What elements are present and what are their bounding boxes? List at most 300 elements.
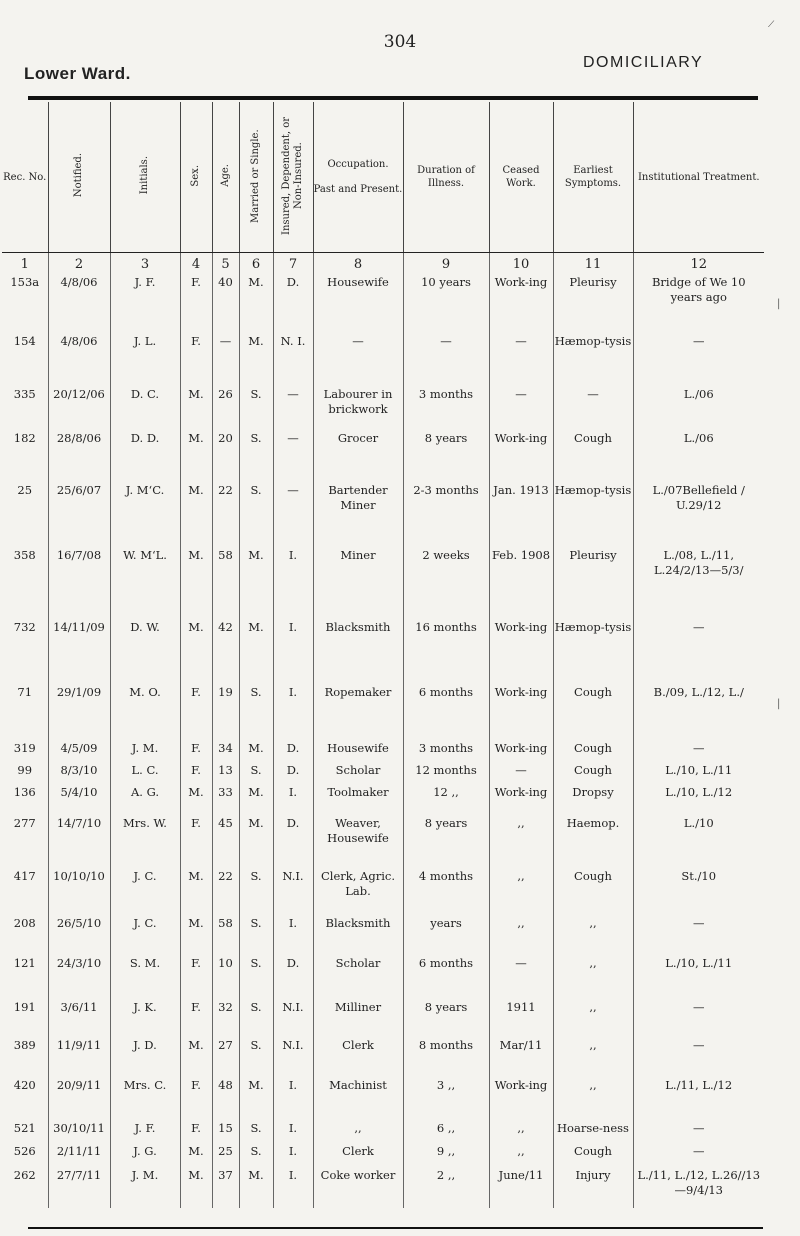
cell-duration: 10 years xyxy=(403,275,489,334)
section-title: DOMICILIARY xyxy=(583,54,704,71)
cell-sex: F. xyxy=(180,816,212,869)
cell-initials: J. F. xyxy=(110,275,180,334)
cell-sex: M. xyxy=(180,869,212,916)
column-number: 7 xyxy=(273,253,313,276)
cell-occupation: Miner xyxy=(313,548,403,620)
cell-earliest: Cough xyxy=(553,869,633,916)
cell-age: 15 xyxy=(212,1121,239,1144)
cell-treatment: — xyxy=(633,916,764,956)
cell-married: S. xyxy=(239,1121,273,1144)
cell-treatment: — xyxy=(633,741,764,763)
cell-married: M. xyxy=(239,620,273,685)
cell-age: 19 xyxy=(212,685,239,741)
column-number: 5 xyxy=(212,253,239,276)
cell-notified: 14/11/09 xyxy=(48,620,110,685)
cell-rec: 521 xyxy=(13,1121,36,1135)
cell-ceased: Work-ing xyxy=(489,1078,553,1121)
header-age: Age. xyxy=(212,102,239,253)
cell-earliest: Cough xyxy=(553,431,633,483)
cell-sex: M. xyxy=(180,1144,212,1168)
cell-treatment: L./11, L./12 xyxy=(633,1078,764,1121)
cell-notified: 20/12/06 xyxy=(48,387,110,431)
cell-rec: 208 xyxy=(13,916,36,930)
cell-ceased: Work-ing xyxy=(489,275,553,334)
cell-earliest: Hæmop-tysis xyxy=(553,620,633,685)
cell-rec: 732 xyxy=(13,620,36,634)
cell-age: 27 xyxy=(212,1038,239,1078)
cell-insured: I. xyxy=(273,620,313,685)
cell-treatment: L./10, L./11 xyxy=(633,763,764,785)
cell-initials: J. F. xyxy=(110,1121,180,1144)
cell-earliest: Cough xyxy=(553,1144,633,1168)
cell-initials: J. K. xyxy=(110,1000,180,1038)
cell-married: S. xyxy=(239,685,273,741)
cell-rec: 526 xyxy=(13,1144,36,1158)
cell-initials: J. M. xyxy=(110,1168,180,1208)
cell-occupation: Housewife xyxy=(313,741,403,763)
cell-age: 10 xyxy=(212,956,239,1000)
cell-treatment: L./06 xyxy=(633,387,764,431)
cell-occupation: Clerk, Agric. Lab. xyxy=(313,869,403,916)
cell-married: S. xyxy=(239,916,273,956)
cell-duration: 3 months xyxy=(403,741,489,763)
cell-rec: 153a xyxy=(10,275,40,289)
cell-earliest: Pleurisy xyxy=(553,275,633,334)
cell-treatment: — xyxy=(633,1144,764,1168)
cell-insured: D. xyxy=(273,275,313,334)
cell-age: 40 xyxy=(212,275,239,334)
cell-initials: J. G. xyxy=(110,1144,180,1168)
cell-insured: I. xyxy=(273,785,313,816)
cell-earliest: ,, xyxy=(553,1078,633,1121)
cell-duration: 8 months xyxy=(403,1038,489,1078)
cell-rec: 420 xyxy=(13,1078,36,1092)
cell-insured: D. xyxy=(273,956,313,1000)
top-rule xyxy=(28,96,758,100)
cell-notified: 4/5/09 xyxy=(48,741,110,763)
cell-notified: 11/9/11 xyxy=(48,1038,110,1078)
table-row xyxy=(2,1078,764,1121)
cell-insured: — xyxy=(273,387,313,431)
cell-duration: years xyxy=(403,916,489,956)
cell-ceased: — xyxy=(489,956,553,1000)
table-row xyxy=(2,1168,764,1208)
header-earliest: Earliest Symptoms. xyxy=(553,102,633,253)
cell-notified: 4/8/06 xyxy=(48,334,110,387)
cell-insured: I. xyxy=(273,1078,313,1121)
cell-age: 22 xyxy=(212,483,239,548)
cell-insured: N. I. xyxy=(273,334,313,387)
cell-rec: 191 xyxy=(13,1000,36,1014)
cell-duration: 3 months xyxy=(403,387,489,431)
cell-ceased: — xyxy=(489,763,553,785)
cell-sex: M. xyxy=(180,785,212,816)
cell-married: M. xyxy=(239,1078,273,1121)
cell-insured: I. xyxy=(273,685,313,741)
cell-age: — xyxy=(212,334,239,387)
margin-mark: ⟋ xyxy=(768,20,775,30)
cell-rec: 277 xyxy=(13,816,36,830)
cell-duration: 6 ,, xyxy=(403,1121,489,1144)
cell-married: S. xyxy=(239,1038,273,1078)
cell-insured: I. xyxy=(273,1144,313,1168)
header-occupation: Occupation. Past and Present. xyxy=(313,102,403,253)
cell-notified: 4/8/06 xyxy=(48,275,110,334)
cell-earliest: Hoarse-ness xyxy=(553,1121,633,1144)
cell-treatment: — xyxy=(633,1121,764,1144)
cell-rec: 389 xyxy=(13,1038,36,1052)
cell-treatment: Bridge of We 10 years ago xyxy=(633,275,764,334)
cell-duration: 8 years xyxy=(403,431,489,483)
cell-ceased: Feb. 1908 xyxy=(489,548,553,620)
table-row xyxy=(2,431,764,483)
cell-earliest: Haemop. xyxy=(553,816,633,869)
header-insured: Insured, Dependent, or Non-Insured. xyxy=(273,102,313,253)
column-number: 9 xyxy=(403,253,489,276)
cell-initials: D. W. xyxy=(110,620,180,685)
table-row xyxy=(2,916,764,956)
cell-initials: A. G. xyxy=(110,785,180,816)
cell-age: 37 xyxy=(212,1168,239,1208)
page-number: 304 xyxy=(383,32,417,52)
cell-occupation: Coke worker xyxy=(313,1168,403,1208)
table-row xyxy=(2,956,764,1000)
header-ceased: Ceased Work. xyxy=(489,102,553,253)
cell-occupation: Blacksmith xyxy=(313,916,403,956)
cell-rec: 335 xyxy=(13,387,36,401)
cell-treatment: B./09, L./12, L./ xyxy=(633,685,764,741)
table-row xyxy=(2,483,764,548)
cell-sex: F. xyxy=(180,1000,212,1038)
cell-rec: 154 xyxy=(13,334,36,348)
column-number: 2 xyxy=(48,253,110,276)
cell-ceased: Work-ing xyxy=(489,620,553,685)
cell-sex: M. xyxy=(180,548,212,620)
cell-treatment: L./06 xyxy=(633,431,764,483)
cell-notified: 20/9/11 xyxy=(48,1078,110,1121)
cell-ceased: ,, xyxy=(489,916,553,956)
column-number: 8 xyxy=(313,253,403,276)
cell-notified: 26/5/10 xyxy=(48,916,110,956)
table-row xyxy=(2,785,764,816)
bottom-rule xyxy=(28,1227,763,1229)
cell-age: 13 xyxy=(212,763,239,785)
cell-earliest: — xyxy=(553,387,633,431)
cell-married: M. xyxy=(239,334,273,387)
cell-occupation: Toolmaker xyxy=(313,785,403,816)
cell-initials: S. M. xyxy=(110,956,180,1000)
cell-treatment: L./10, L./12 xyxy=(633,785,764,816)
cell-occupation: Machinist xyxy=(313,1078,403,1121)
cell-insured: D. xyxy=(273,741,313,763)
cell-married: S. xyxy=(239,869,273,916)
table-row xyxy=(2,816,764,869)
cell-occupation: Blacksmith xyxy=(313,620,403,685)
cell-occupation: Housewife xyxy=(313,275,403,334)
cell-insured: I. xyxy=(273,1168,313,1208)
cell-initials: J. C. xyxy=(110,869,180,916)
cell-occupation: Ropemaker xyxy=(313,685,403,741)
table-row xyxy=(2,387,764,431)
cell-sex: M. xyxy=(180,1038,212,1078)
cell-married: M. xyxy=(239,741,273,763)
cell-occupation: Milliner xyxy=(313,1000,403,1038)
cell-earliest: Pleurisy xyxy=(553,548,633,620)
cell-sex: F. xyxy=(180,763,212,785)
cell-earliest: Hæmop-tysis xyxy=(553,483,633,548)
cell-ceased: Work-ing xyxy=(489,741,553,763)
cell-occupation: Bartender Miner xyxy=(313,483,403,548)
cell-sex: F. xyxy=(180,1121,212,1144)
cell-age: 32 xyxy=(212,1000,239,1038)
cell-duration: 2 ,, xyxy=(403,1168,489,1208)
header-treatment: Institutional Treatment. xyxy=(633,102,764,253)
cell-married: M. xyxy=(239,1168,273,1208)
cell-ceased: ,, xyxy=(489,1121,553,1144)
table-row xyxy=(2,1121,764,1144)
cell-rec: 121 xyxy=(13,956,36,970)
cell-occupation: ,, xyxy=(313,1121,403,1144)
cell-ceased: Work-ing xyxy=(489,685,553,741)
column-number: 4 xyxy=(180,253,212,276)
header-duration: Duration of Illness. xyxy=(403,102,489,253)
cell-initials: J. D. xyxy=(110,1038,180,1078)
table-row xyxy=(2,548,764,620)
cell-duration: 2 weeks xyxy=(403,548,489,620)
cell-insured: I. xyxy=(273,1121,313,1144)
cell-initials: Mrs. C. xyxy=(110,1078,180,1121)
cell-ceased: Mar/11 xyxy=(489,1038,553,1078)
cell-earliest: Cough xyxy=(553,763,633,785)
cell-notified: 14/7/10 xyxy=(48,816,110,869)
cell-insured: N.I. xyxy=(273,869,313,916)
cell-married: S. xyxy=(239,1144,273,1168)
cell-age: 25 xyxy=(212,1144,239,1168)
cell-insured: D. xyxy=(273,763,313,785)
column-number: 6 xyxy=(239,253,273,276)
cell-duration: 8 years xyxy=(403,816,489,869)
cell-treatment: — xyxy=(633,1000,764,1038)
cell-notified: 30/10/11 xyxy=(48,1121,110,1144)
cell-sex: M. xyxy=(180,431,212,483)
cell-ceased: Work-ing xyxy=(489,785,553,816)
cell-occupation: Grocer xyxy=(313,431,403,483)
cell-initials: J. C. xyxy=(110,916,180,956)
header-initials: Initials. xyxy=(110,102,180,253)
cell-notified: 29/1/09 xyxy=(48,685,110,741)
cell-age: 20 xyxy=(212,431,239,483)
cell-married: S. xyxy=(239,387,273,431)
cell-ceased: 1911 xyxy=(489,1000,553,1038)
cell-earliest: Injury xyxy=(553,1168,633,1208)
cell-duration: 12 ,, xyxy=(403,785,489,816)
cell-sex: F. xyxy=(180,956,212,1000)
cell-treatment: L./10, L./11 xyxy=(633,956,764,1000)
cell-rec: 136 xyxy=(13,785,36,799)
cell-occupation: Weaver, Housewife xyxy=(313,816,403,869)
cell-notified: 24/3/10 xyxy=(48,956,110,1000)
cell-notified: 16/7/08 xyxy=(48,548,110,620)
cell-insured: I. xyxy=(273,548,313,620)
cell-occupation: — xyxy=(313,334,403,387)
cell-initials: Mrs. W. xyxy=(110,816,180,869)
cell-ceased: June/11 xyxy=(489,1168,553,1208)
column-number-row xyxy=(2,253,764,276)
cell-earliest: Cough xyxy=(553,685,633,741)
cell-sex: F. xyxy=(180,275,212,334)
header-sex: Sex. xyxy=(180,102,212,253)
column-number: 10 xyxy=(489,253,553,276)
cell-occupation: Clerk xyxy=(313,1038,403,1078)
table-row xyxy=(2,1038,764,1078)
cell-earliest: ,, xyxy=(553,916,633,956)
cell-initials: J. L. xyxy=(110,334,180,387)
cell-initials: M. O. xyxy=(110,685,180,741)
cell-notified: 3/6/11 xyxy=(48,1000,110,1038)
table-row xyxy=(2,685,764,741)
cell-duration: 9 ,, xyxy=(403,1144,489,1168)
cell-treatment: St./10 xyxy=(633,869,764,916)
table-row xyxy=(2,1144,764,1168)
table-row xyxy=(2,763,764,785)
cell-insured: N.I. xyxy=(273,1000,313,1038)
cell-duration: 12 months xyxy=(403,763,489,785)
cell-duration: 4 months xyxy=(403,869,489,916)
cell-insured: — xyxy=(273,431,313,483)
cell-initials: D. D. xyxy=(110,431,180,483)
cell-age: 48 xyxy=(212,1078,239,1121)
cell-married: M. xyxy=(239,785,273,816)
cell-sex: M. xyxy=(180,1168,212,1208)
cell-age: 22 xyxy=(212,869,239,916)
header-row xyxy=(2,102,764,253)
cell-ceased: ,, xyxy=(489,816,553,869)
cell-rec: 417 xyxy=(13,869,36,883)
header-notified: Notified. xyxy=(48,102,110,253)
margin-mark: │ xyxy=(776,700,782,710)
cell-ceased: — xyxy=(489,387,553,431)
cell-married: M. xyxy=(239,275,273,334)
cell-rec: 262 xyxy=(13,1168,36,1182)
cell-age: 58 xyxy=(212,548,239,620)
cell-age: 58 xyxy=(212,916,239,956)
cell-occupation: Labourer in brickwork xyxy=(313,387,403,431)
cell-ceased: Work-ing xyxy=(489,431,553,483)
cell-sex: M. xyxy=(180,387,212,431)
cell-sex: M. xyxy=(180,483,212,548)
cell-sex: F. xyxy=(180,334,212,387)
cell-treatment: L./07Bellefield / U.29/12 xyxy=(633,483,764,548)
cell-notified: 2/11/11 xyxy=(48,1144,110,1168)
cell-duration: 3 ,, xyxy=(403,1078,489,1121)
cell-rec: 71 xyxy=(17,685,33,699)
cell-married: S. xyxy=(239,483,273,548)
cell-initials: L. C. xyxy=(110,763,180,785)
cell-age: 33 xyxy=(212,785,239,816)
cell-ceased: ,, xyxy=(489,1144,553,1168)
cell-married: M. xyxy=(239,816,273,869)
cell-initials: J. M. xyxy=(110,741,180,763)
ward-title: Lower Ward. xyxy=(24,64,131,83)
cell-age: 26 xyxy=(212,387,239,431)
cell-occupation: Scholar xyxy=(313,956,403,1000)
cell-duration: 8 years xyxy=(403,1000,489,1038)
table-row xyxy=(2,620,764,685)
cell-notified: 28/8/06 xyxy=(48,431,110,483)
cell-occupation: Scholar xyxy=(313,763,403,785)
cell-ceased: Jan. 1913 xyxy=(489,483,553,548)
cell-ceased: — xyxy=(489,334,553,387)
cell-notified: 25/6/07 xyxy=(48,483,110,548)
cell-insured: N.I. xyxy=(273,1038,313,1078)
cell-treatment: — xyxy=(633,1038,764,1078)
cell-sex: F. xyxy=(180,685,212,741)
table-row xyxy=(2,275,764,334)
header-married: Married or Single. xyxy=(239,102,273,253)
cell-treatment: — xyxy=(633,334,764,387)
cell-earliest: ,, xyxy=(553,1038,633,1078)
cell-initials: W. M‘L. xyxy=(110,548,180,620)
cell-rec: 182 xyxy=(13,431,36,445)
cell-duration: 6 months xyxy=(403,956,489,1000)
cell-sex: M. xyxy=(180,620,212,685)
table-row xyxy=(2,1000,764,1038)
cell-duration: 2-3 months xyxy=(403,483,489,548)
cell-rec: 25 xyxy=(17,483,33,497)
cell-married: M. xyxy=(239,548,273,620)
cell-age: 34 xyxy=(212,741,239,763)
cell-notified: 5/4/10 xyxy=(48,785,110,816)
cell-notified: 27/7/11 xyxy=(48,1168,110,1208)
cell-sex: M. xyxy=(180,916,212,956)
cell-earliest: Dropsy xyxy=(553,785,633,816)
header-rec-no: Rec. No. xyxy=(2,102,48,253)
table-row xyxy=(2,869,764,916)
cell-earliest: ,, xyxy=(553,956,633,1000)
cell-duration: 6 months xyxy=(403,685,489,741)
cell-treatment: L./08, L./11, L.24/2/13—5/3/ xyxy=(633,548,764,620)
cell-insured: I. xyxy=(273,916,313,956)
cell-ceased: ,, xyxy=(489,869,553,916)
cell-notified: 8/3/10 xyxy=(48,763,110,785)
cell-rec: 358 xyxy=(13,548,36,562)
cell-notified: 10/10/10 xyxy=(48,869,110,916)
cell-married: S. xyxy=(239,956,273,1000)
cell-duration: 16 months xyxy=(403,620,489,685)
register-table xyxy=(2,102,764,1208)
column-number: 3 xyxy=(110,253,180,276)
cell-insured: — xyxy=(273,483,313,548)
table-row xyxy=(2,741,764,763)
cell-rec: 319 xyxy=(13,741,36,755)
cell-insured: D. xyxy=(273,816,313,869)
cell-earliest: Hæmop-tysis xyxy=(553,334,633,387)
cell-rec: 99 xyxy=(17,763,33,777)
table-row xyxy=(2,334,764,387)
cell-married: S. xyxy=(239,431,273,483)
column-number: 1 xyxy=(20,257,29,272)
cell-treatment: L./11, L./12, L.26//13—9/4/13 xyxy=(633,1168,764,1208)
cell-age: 42 xyxy=(212,620,239,685)
cell-initials: J. M‘C. xyxy=(110,483,180,548)
cell-occupation: Clerk xyxy=(313,1144,403,1168)
column-number: 11 xyxy=(553,253,633,276)
column-number: 12 xyxy=(633,253,764,276)
cell-initials: D. C. xyxy=(110,387,180,431)
cell-earliest: ,, xyxy=(553,1000,633,1038)
cell-age: 45 xyxy=(212,816,239,869)
cell-married: S. xyxy=(239,763,273,785)
